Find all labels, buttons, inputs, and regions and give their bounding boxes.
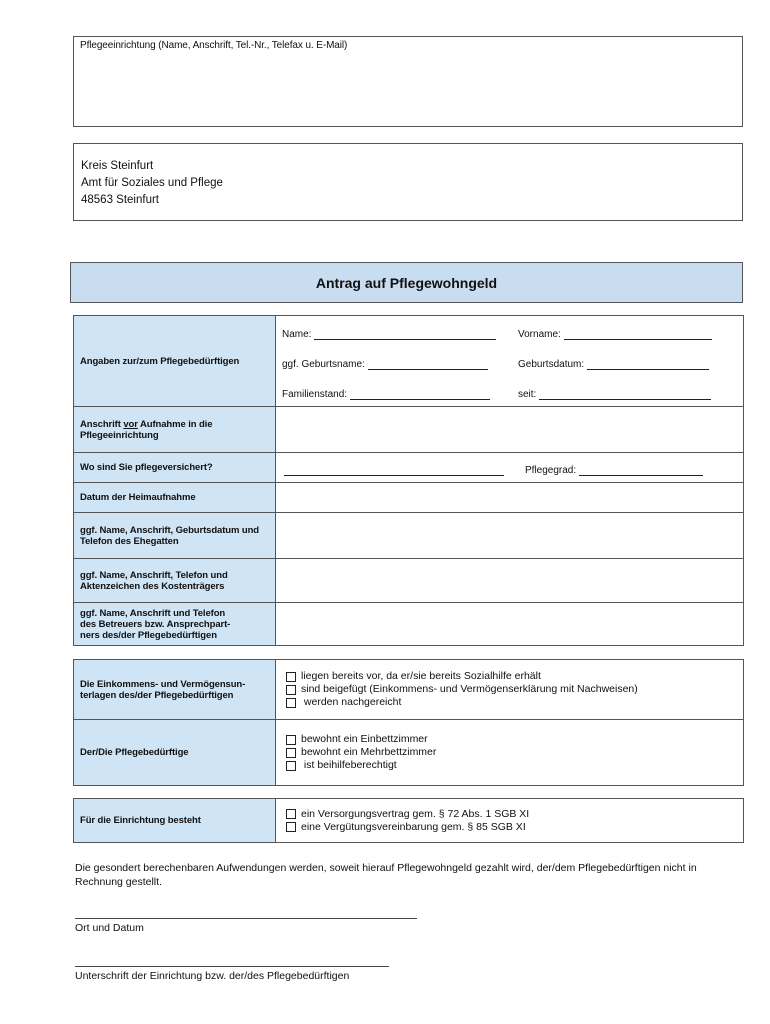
anschrift-post: Aufnahme in die Pflegeeinrichtung: [80, 418, 213, 441]
recipient-line-2: Amt für Soziales und Pflege: [81, 177, 223, 189]
income-label-line-1: Die Einkommens- und Vermögensun-: [80, 678, 246, 690]
name-label: Name:: [282, 329, 312, 340]
checkbox[interactable]: [286, 822, 296, 832]
geburtsname-line[interactable]: [368, 360, 488, 370]
room-option-mehrbett[interactable]: [286, 746, 737, 759]
name-line[interactable]: [314, 330, 496, 340]
checkbox[interactable]: [286, 698, 296, 708]
geburt-row: [282, 348, 737, 370]
income-label: [74, 660, 276, 720]
signature-label: Unterschrift der Einrichtung bzw. der/des Pflegebedürftigen: [75, 970, 350, 982]
table-row: [74, 799, 744, 843]
recipient-address: [73, 143, 743, 221]
familienstand-field[interactable]: [282, 389, 518, 400]
contract-option-verguetung[interactable]: [286, 821, 737, 834]
kostentraeger-label: ggf. Name, Anschrift, Telefon und Aktenzeichen des Kostenträgers: [74, 559, 276, 603]
option-label: sind beigefügt (Einkommens- und Vermögenserklärung mit Nachweisen): [301, 683, 638, 695]
checkbox[interactable]: [286, 735, 296, 745]
kostentraeger-value[interactable]: [276, 559, 744, 603]
footer-note: Die gesondert berechenbaren Aufwendungen werden, soweit hierauf Pflegewohngeld gezahlt wird, der/dem Pflegebedürftigen nicht in Rechnung gestellt.: [75, 862, 697, 888]
anschrift-label: [74, 407, 276, 453]
contract-table: [73, 798, 744, 843]
anschrift-vor: vor: [123, 418, 138, 430]
income-option-beigefuegt[interactable]: [286, 683, 737, 696]
table-row: [74, 720, 744, 786]
ehegatte-label: ggf. Name, Anschrift, Geburtsdatum und Telefon des Ehegatten: [74, 513, 276, 559]
option-label: werden nachgereicht: [301, 696, 402, 708]
familienstand-label: Familienstand:: [282, 389, 348, 400]
name-field[interactable]: [282, 329, 518, 340]
name-row: [282, 318, 737, 340]
table-row: [74, 559, 744, 603]
seit-field[interactable]: [518, 389, 711, 400]
option-label: ist beihilfeberechtigt: [301, 759, 397, 771]
contract-label: Für die Einrichtung besteht: [74, 799, 276, 843]
form-title: [70, 262, 743, 303]
pflegegrad-label: Pflegegrad:: [525, 464, 577, 476]
contract-options: [276, 799, 744, 843]
geburtsname-field[interactable]: [282, 359, 518, 370]
checkbox[interactable]: [286, 685, 296, 695]
anschrift-value[interactable]: [276, 407, 744, 453]
betreuer-line-2: des Betreuers bzw. Ansprechpart-: [80, 618, 231, 630]
income-label-line-2: terlagen des/der Pflegebedürftigen: [80, 689, 234, 701]
anschrift-pre: Anschrift: [80, 418, 124, 430]
geburtsdatum-label: Geburtsdatum:: [518, 359, 585, 370]
option-label: liegen bereits vor, da er/sie bereits Sozialhilfe erhält: [301, 670, 541, 682]
room-label: Der/Die Pflegebedürftige: [74, 720, 276, 786]
vorname-field[interactable]: [518, 329, 712, 340]
familienstand-row: [282, 378, 737, 400]
room-option-einbett[interactable]: [286, 733, 737, 746]
recipient-line-3: 48563 Steinfurt: [81, 194, 160, 206]
heimaufnahme-value[interactable]: [276, 483, 744, 513]
form-title-text: Antrag auf Pflegewohngeld: [315, 274, 498, 291]
room-options: [276, 720, 744, 786]
ort-datum-label: Ort und Datum: [75, 922, 144, 934]
heimaufnahme-label: Datum der Heimaufnahme: [74, 483, 276, 513]
versichert-row: [282, 460, 737, 476]
pflegegrad-line[interactable]: [579, 466, 703, 476]
vorname-line[interactable]: [564, 330, 712, 340]
table-row: [74, 513, 744, 559]
applicant-table: [73, 315, 744, 646]
familienstand-line[interactable]: [350, 390, 490, 400]
option-label: bewohnt ein Mehrbettzimmer: [301, 746, 437, 758]
checkbox[interactable]: [286, 672, 296, 682]
checkbox[interactable]: [286, 748, 296, 758]
table-row: [74, 483, 744, 513]
betreuer-line-1: ggf. Name, Anschrift und Telefon: [80, 607, 226, 619]
contract-option-versorgungsvertrag[interactable]: [286, 808, 737, 821]
signature-line[interactable]: [75, 966, 389, 967]
room-option-beihilfe[interactable]: [286, 759, 737, 772]
geburtsdatum-field[interactable]: [518, 359, 709, 370]
table-row: [74, 660, 744, 720]
person-fields: [276, 316, 744, 407]
option-label: ein Versorgungsvertrag gem. § 72 Abs. 1 SGB XI: [301, 807, 530, 820]
table-row: [74, 407, 744, 453]
person-label: Angaben zur/zum Pflegebedürftigen: [74, 316, 276, 407]
table-row: [74, 316, 744, 407]
checkbox[interactable]: [286, 761, 296, 771]
betreuer-value[interactable]: [276, 603, 744, 646]
vorname-label: Vorname:: [518, 329, 561, 340]
option-label: bewohnt ein Einbettzimmer: [301, 733, 428, 745]
table-row: [74, 453, 744, 483]
facility-box[interactable]: [73, 36, 743, 127]
facility-label: Pflegeeinrichtung (Name, Anschrift, Tel.-Nr., Telefax u. E-Mail): [80, 40, 348, 51]
geburtsdatum-line[interactable]: [587, 360, 709, 370]
income-option-nachgereicht[interactable]: [286, 696, 737, 709]
betreuer-line-3: ners des/der Pflegebedürftigen: [80, 629, 217, 641]
income-option-vorhanden[interactable]: [286, 670, 737, 683]
betreuer-label: [74, 603, 276, 646]
ort-datum-line[interactable]: [75, 918, 417, 919]
seit-label: seit:: [518, 389, 537, 400]
income-options: [276, 660, 744, 720]
seit-line[interactable]: [539, 390, 711, 400]
versicherung-line[interactable]: [284, 466, 504, 476]
table-row: [74, 603, 744, 646]
ehegatte-value[interactable]: [276, 513, 744, 559]
versichert-label: Wo sind Sie pflegeversichert?: [74, 453, 276, 483]
versichert-value: [276, 453, 744, 483]
recipient-line-1: Kreis Steinfurt: [81, 160, 154, 172]
geburtsname-label: ggf. Geburtsname:: [282, 359, 365, 370]
checkbox[interactable]: [286, 809, 296, 819]
option-label: eine Vergütungsvereinbarung gem. § 85 SGB XI: [301, 820, 526, 833]
income-table: [73, 659, 744, 786]
